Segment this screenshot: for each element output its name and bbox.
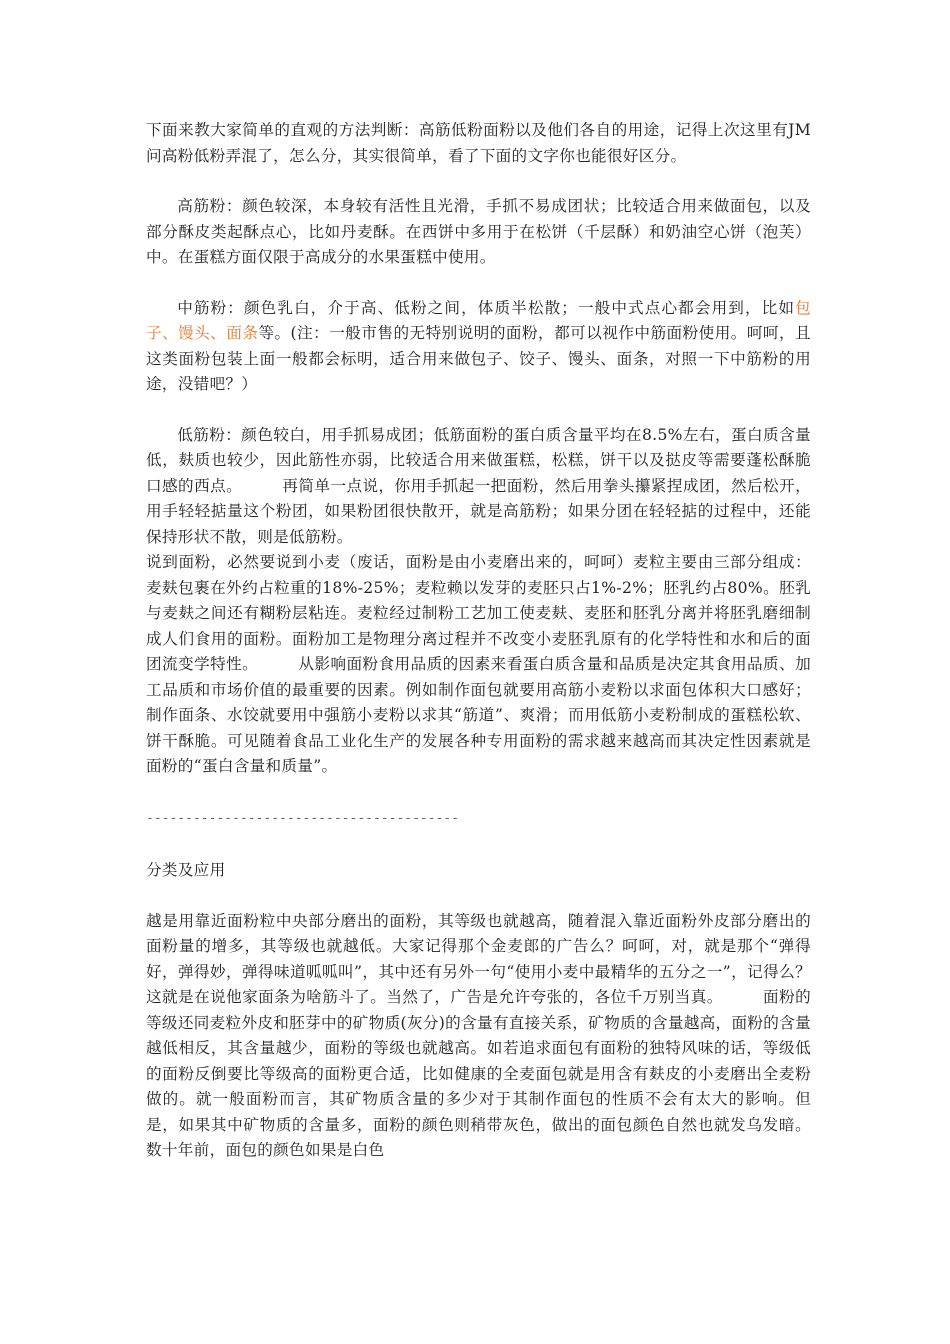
- intro-paragraph: 下面来教大家简单的直观的方法判断：高筋低粉面粉以及他们各自的用途，记得上次这里有JM问高粉低粉弄混了，怎么分，其实很简单，看了下面的文字你也能很好区分。: [146, 121, 811, 165]
- high-gluten-paragraph: 高筋粉：颜色较深，本身较有活性且光滑，手抓不易成团状；比较适合用来做面包，以及部分酥皮类起酥点心，比如丹麦酥。在西饼中多用于在松饼（千层酥）和奶油空心饼（泡芙）中。在蛋糕方面仅限于高成分的水果蛋糕中使用。: [146, 197, 811, 266]
- document-body: [146, 118, 811, 1164]
- link-baozi[interactable]: 包子: [146, 298, 811, 342]
- low-gluten-paragraph: 低筋粉：颜色较白，用手抓易成团；低筋面粉的蛋白质含量平均在8.5%左右，蛋白质含量低，麸质也较少，因此筋性亦弱，比较适合用来做蛋糕，松糕，饼干以及挞皮等需要蓬松酥脆口感的西点。 再简单一点说，你用手抓起一把面粉，然后用拳头攥紧捏成团，然后松开，用手轻轻掂量这个粉团，如果粉团很快散开，就是高筋粉；如果分团在轻轻掂的过程中，还能保持形状不散，则是低筋粉。: [146, 425, 811, 546]
- section-title: 分类及应用: [146, 861, 226, 879]
- medium-gluten-text-before: 中筋粉：颜色乳白，介于高、低粉之间，体质半松散；一般中式点心都会用到，比如: [177, 298, 796, 317]
- medium-gluten-paragraph: [146, 296, 811, 398]
- link-mantou[interactable]: 馒头: [178, 324, 211, 342]
- link-separator: 、: [162, 324, 179, 342]
- classification-paragraph: 越是用靠近面粉粒中央部分磨出的面粉，其等级也就越高，随着混入靠近面粉外皮部分磨出的面粉量的增多，其等级也就越低。大家记得那个金麦郎的广告么？呵呵，对，就是那个“弹得好，弹得妙，弹得味道呱呱叫”，其中还有另外一句“使用小麦中最精华的五分之一”，记得么？这就是在说他家面条为啥筋斗了。当然了，广告是允许夸张的，各位千万别当真。 面粉的等级还同麦粒外皮和胚芽中的矿物质(灰分)的含量有直接关系，矿物质的含量越高，面粉的含量越低相反，其含量越少，面粉的等级也就越高。如若追求面包有面粉的独特风味的话，等级低的面粉反倒要比等级高的面粉更合适，比如健康的全麦面包就是用含有麸皮的小麦磨出全麦粉做的。就一般面粉而言，其矿物质含量的多少对于其制作面包的性质不会有太大的影响。但是，如果其中矿物质的含量多，面粉的颜色则稍带灰色，做出的面包颜色自然也就发乌发暗。数十年前，面包的颜色如果是白色: [146, 911, 811, 1159]
- dashed-divider: ----------------------------------------: [146, 810, 460, 826]
- link-noodles[interactable]: 面条: [226, 324, 259, 342]
- medium-gluten-text-after: 等。(注：一般市售的无特别说明的面粉，都可以视作中筋面粉使用。呵呵，且这类面粉包装上面一般都会标明，适合用来做包子、饺子、馒头、面条，对照一下中筋粉的用途，没错吧？）: [146, 324, 811, 393]
- link-separator: 、: [210, 324, 227, 342]
- wheat-paragraph: 说到面粉，必然要说到小麦（废话，面粉是由小麦磨出来的，呵呵）麦粒主要由三部分组成：麦麸包裹在外约占粒重的18%-25%；麦粒赖以发芽的麦胚只占1%-2%；胚乳约占80%。胚乳与麦麸之间还有糊粉层粘连。麦粒经过制粉工艺加工使麦麸、麦胚和胚乳分离并将胚乳磨细制成人们食用的面粉。面粉加工是物理分离过程并不改变小麦胚乳原有的化学特性和水和后的面团流变学特性。 从影响面粉食用品质的因素来看蛋白质含量和品质是决定其食用品质、加工品质和市场价值的最重要的因素。例如制作面包就要用高筋小麦粉以求面包体积大口感好；制作面条、水饺就要用中强筋小麦粉以求其“筋道”、爽滑；而用低筋小麦粉制成的蛋糕松软、饼干酥脆。可见随着食品工业化生产的发展各种专用面粉的需求越来越高而其决定性因素就是面粉的“蛋白含量和质量”。: [146, 553, 811, 775]
